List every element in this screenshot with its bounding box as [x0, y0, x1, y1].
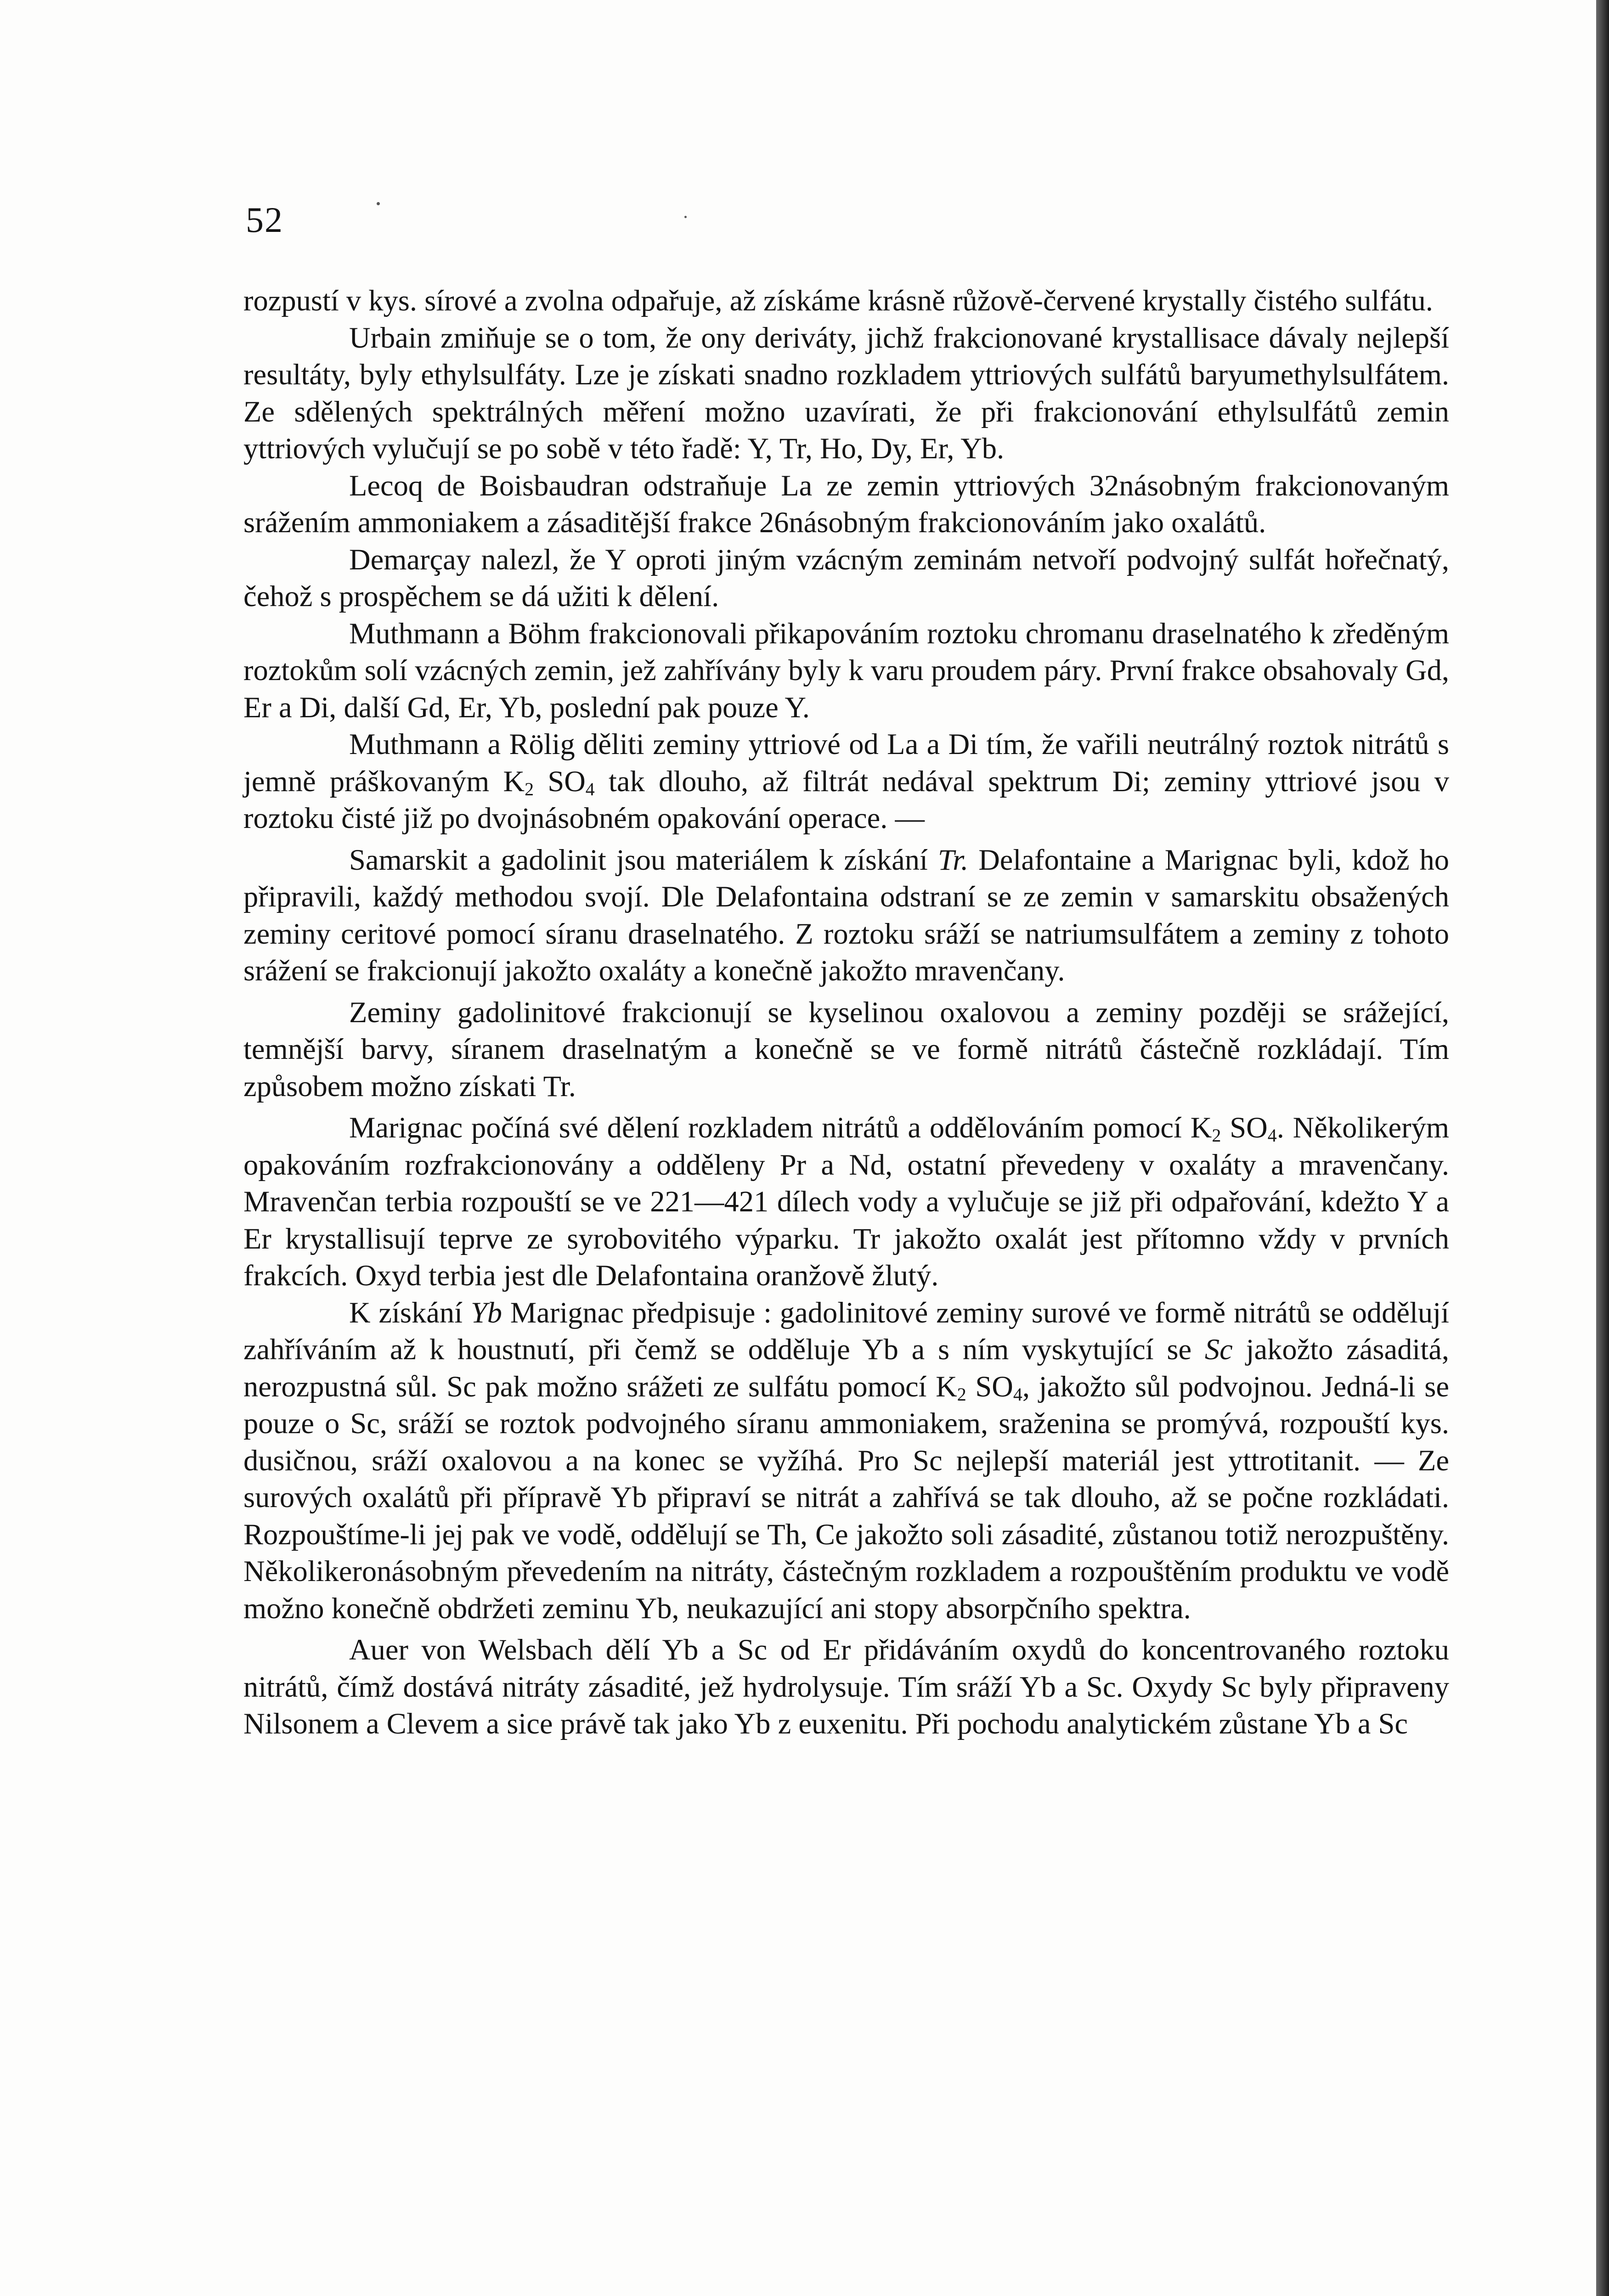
paragraph: Lecoq de Boisbaudran odstraňuje La ze zemin yttriových 32násobným frakcionovaným srážením ammoniakem a zásaditější frakce 26násobným frakcionováním jako oxalátů.: [243, 469, 1449, 539]
body-text: [243, 282, 1449, 1743]
print-speck: [377, 202, 380, 205]
page-number: 52: [246, 200, 283, 240]
paragraph: Samarskit a gadolinit jsou materiálem k získání Tr. Delafontaine a Marignac byli, kdož ho připravili, každý methodou svojí. Dle Delafontaina odstraní se ze zemin v samarskitu obsažených zeminy ceritové pomocí síranu draselnatého. Z roztoku sráží se natriumsulfátem a zeminy z tohoto srážení se frakcionují jakožto oxaláty a konečně jakožto mravenčany.: [243, 843, 1449, 987]
page-edge-shadow: [1596, 0, 1609, 2296]
paragraph: Urbain zmiňuje se o tom, že ony deriváty, jichž frakcionované krystallisace dávaly nejlepší resultáty, byly ethylsulfáty. Lze je získati snadno rozkladem yttriových sulfátů baryumethylsulfátem. Ze sdělených spektrálných měření možno uzavírati, že při frakcionování ethylsulfátů zemin yttriových vylučují se po sobě v této řadě: Y, Tr, Ho, Dy, Er, Yb.: [243, 321, 1449, 465]
paragraph: K získání Yb Marignac předpisuje : gadolinitové zeminy surové ve formě nitrátů se oddělují zahříváním až k houstnutí, při čemž se odděluje Yb a s ním vyskytující se Sc jakožto zásaditá, nerozpustná sůl. Sc pak možno srážeti ze sulfátu pomocí $K_2$ $SO_4$, jakožto sůl podvojnou. Jedná-li se pouze o Sc, sráží se roztok podvojného síranu ammoniakem, sraženina se promývá, rozpouští kys. dusičnou, sráží oxalovou a na konec se vyžíhá. Pro Sc nejlepší materiál jest yttrotitanit. — Ze surových oxalátů při přípravě Yb připraví se nitrát a zahřívá se tak dlouho, až se počne rozkládati. Rozpouštíme-li jej pak ve vodě, oddělují se Th, Ce jakožto soli zásadité, zůstanou totiž nerozpuštěny. Několikeronásobným převedením na nitráty, částečným rozkladem a rozpouštěním produktu ve vodě možno konečně obdržeti zeminu Yb, neukazující ani stopy absorpčního spektra.: [243, 1296, 1450, 1625]
print-speck: [684, 216, 687, 218]
paragraph: Auer von Welsbach dělí Yb a Sc od Er přidáváním oxydů do koncentrovaného roztoku nitrátů, čímž dostává nitráty zásadité, jež hydrolysuje. Tím sráží Yb a Sc. Oxydy Sc byly připraveny Nilsonem a Clevem a sice právě tak jako Yb z euxenitu. Při pochodu analytickém zůstane Yb a Sc: [243, 1633, 1449, 1740]
paragraph: Muthmann a Böhm frakcionovali přikapováním roztoku chromanu draselnatého k zředěným roztokům solí vzácných zemin, jež zahřívány byly k varu proudem páry. První frakce obsahovaly Gd, Er a Di, další Gd, Er, Yb, poslední pak pouze Y.: [243, 617, 1449, 724]
paragraph: rozpustí v kys. sírové a zvolna odpařuje, až získáme krásně růžově-červené krystally čistého sulfátu.: [243, 284, 1433, 317]
paragraph: Marignac počíná své dělení rozkladem nitrátů a oddělováním pomocí $K_2$ $SO_4$. Několikerým opakováním rozfrakcionovány a odděleny Pr a Nd, ostatní převedeny v oxaláty a mravenčany. Mravenčan terbia rozpouští se ve 221—421 dílech vody a vylučuje se již při odpařování, kdežto Y a Er krystallisují teprve ze syrobovitého výparku. Tr jakožto oxalát jest přítomno vždy v prvních frakcích. Oxyd terbia jest dle Delafontaina oranžově žlutý.: [243, 1111, 1449, 1292]
paragraph: Demarçay nalezl, že Y oproti jiným vzácným zeminám netvoří podvojný sulfát hořečnatý, čehož s prospěchem se dá užiti k dělení.: [243, 543, 1449, 613]
paragraph: Muthmann a Rölig děliti zeminy yttriové od La a Di tím, že vařili neutrálný roztok nitrátů s jemně práškovaným $K_2$ $SO_4$ tak dlouho, až filtrát nedával spektrum Di; zeminy yttriové jsou v roztoku čisté již po dvojnásobném opakování operace. —: [243, 728, 1449, 834]
paragraph: Zeminy gadolinitové frakcionují se kyselinou oxalovou a zeminy později se srážející, temnější barvy, síranem draselnatým a konečně se ve formě nitrátů částečně rozkládají. Tím způsobem možno získati Tr.: [243, 996, 1449, 1103]
